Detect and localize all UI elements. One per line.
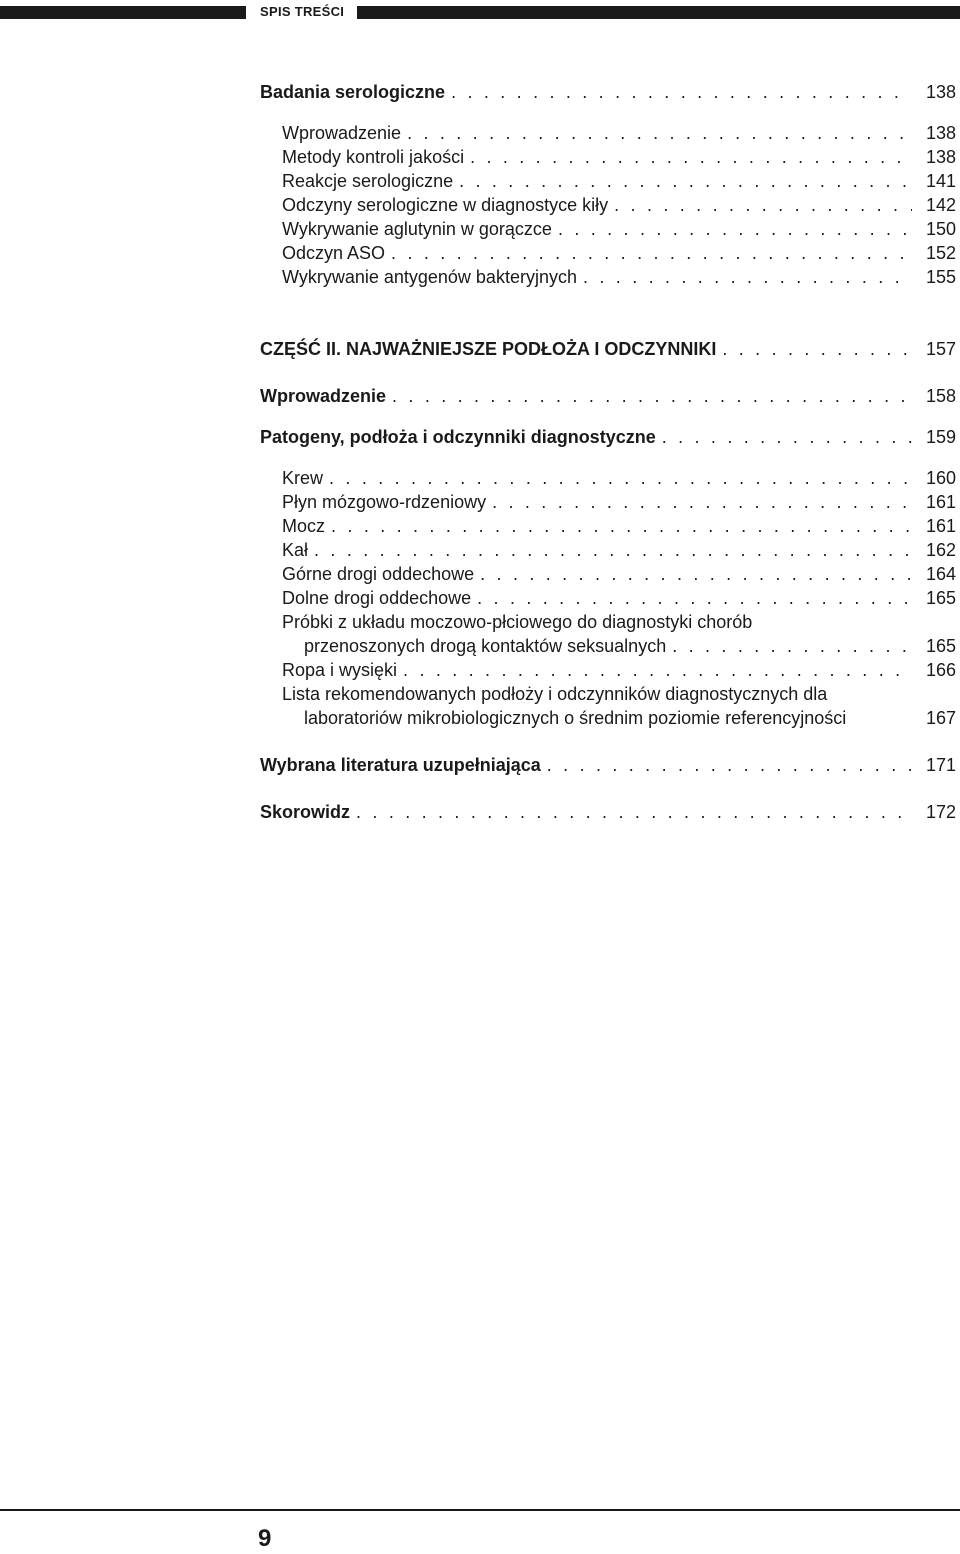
toc-entry-page: 171 bbox=[925, 755, 956, 775]
toc-entry-page: 152 bbox=[925, 243, 956, 263]
toc-entry-title: Wykrywanie aglutynin w gorączce bbox=[282, 219, 552, 239]
toc-entry-title: przenoszonych drogą kontaktów seksualnych bbox=[304, 636, 667, 656]
dot-leader bbox=[356, 800, 912, 824]
dot-leader bbox=[558, 217, 912, 241]
toc-entry-mocz[interactable] bbox=[282, 514, 956, 538]
toc-entry-page: 157 bbox=[925, 339, 956, 359]
dot-leader bbox=[407, 121, 912, 145]
toc-entry-lista-line1[interactable] bbox=[282, 682, 956, 706]
toc-entry-page: 158 bbox=[925, 386, 956, 406]
toc-entry-page: 155 bbox=[925, 267, 956, 287]
dot-leader bbox=[672, 634, 912, 658]
toc-entry-page: 166 bbox=[925, 660, 956, 680]
header-bar-right bbox=[357, 6, 960, 19]
dot-leader bbox=[492, 490, 912, 514]
toc-entry-wprowadzenie-ii[interactable] bbox=[260, 384, 956, 408]
toc-entry-ropa[interactable] bbox=[282, 658, 956, 682]
toc-entry-title: Reakcje serologiczne bbox=[282, 171, 454, 191]
toc-entry-title: Ropa i wysięki bbox=[282, 660, 398, 680]
toc-entry-title: Górne drogi oddechowe bbox=[282, 564, 475, 584]
toc-entry-krew[interactable] bbox=[282, 466, 956, 490]
toc-entry-title: laboratoriów mikrobiologicznych o średnim poziomie referencyjności bbox=[304, 708, 847, 728]
dot-leader bbox=[547, 753, 912, 777]
toc-entry-title: Badania serologiczne bbox=[260, 82, 446, 102]
toc-entry-page: 162 bbox=[925, 540, 956, 560]
toc-entry-skorowidz[interactable] bbox=[260, 800, 956, 824]
toc-entry-page: 138 bbox=[925, 147, 956, 167]
dot-leader bbox=[391, 241, 912, 265]
toc-entry-title: Wykrywanie antygenów bakteryjnych bbox=[282, 267, 577, 287]
toc-entry-czesc-ii[interactable] bbox=[260, 337, 956, 361]
dot-leader bbox=[403, 658, 912, 682]
toc-entry-title: Kał bbox=[282, 540, 309, 560]
toc-entry-page: 164 bbox=[925, 564, 956, 584]
dot-leader bbox=[662, 425, 912, 449]
dot-leader bbox=[392, 384, 912, 408]
toc-entry-patogeny[interactable] bbox=[260, 425, 956, 449]
toc-entry-page: 160 bbox=[925, 468, 956, 488]
dot-leader bbox=[722, 337, 912, 361]
dot-leader bbox=[459, 169, 912, 193]
toc-entry-aglutyniny[interactable] bbox=[282, 217, 956, 241]
toc-entry-page: 138 bbox=[925, 82, 956, 102]
toc-entry-title: Dolne drogi oddechowe bbox=[282, 588, 472, 608]
toc-entry-page: 161 bbox=[925, 516, 956, 536]
toc-entry-kal[interactable] bbox=[282, 538, 956, 562]
toc-entry-plyn-mozgowo-rdzeniowy[interactable] bbox=[282, 490, 956, 514]
toc-entry-antygeny[interactable] bbox=[282, 265, 956, 289]
toc-entry-metody-kontroli[interactable] bbox=[282, 145, 956, 169]
toc-entry-title: Krew bbox=[282, 468, 324, 488]
footer-rule bbox=[0, 1509, 960, 1511]
toc-entry-probki-line1[interactable] bbox=[282, 610, 956, 634]
toc-entry-page: 161 bbox=[925, 492, 956, 512]
toc-entry-title: Metody kontroli jakości bbox=[282, 147, 465, 167]
dot-leader bbox=[314, 538, 912, 562]
toc-entry-gorne-drogi[interactable] bbox=[282, 562, 956, 586]
toc-entry-page: 138 bbox=[925, 123, 956, 143]
toc-entry-title: Wybrana literatura uzupełniająca bbox=[260, 755, 541, 775]
dot-leader bbox=[477, 586, 912, 610]
toc-entry-page: 150 bbox=[925, 219, 956, 239]
toc-entry-reakcje-serologiczne[interactable] bbox=[282, 169, 956, 193]
toc-entry-badania-serologiczne[interactable] bbox=[260, 80, 956, 104]
toc-entry-page: 172 bbox=[925, 802, 956, 822]
toc-entry-wprowadzenie[interactable] bbox=[282, 121, 956, 145]
toc-entry-title: Patogeny, podłoża i odczynniki diagnostyczne bbox=[260, 427, 656, 447]
toc-entry-page: 142 bbox=[925, 195, 956, 215]
toc-entry-odczyny-kily[interactable] bbox=[282, 193, 956, 217]
toc-entry-title: Wprowadzenie bbox=[282, 123, 402, 143]
dot-leader bbox=[614, 193, 912, 217]
toc-entry-page: 167 bbox=[925, 708, 956, 728]
dot-leader bbox=[480, 562, 912, 586]
toc-entry-title: CZĘŚĆ II. NAJWAŻNIEJSZE PODŁOŻA I ODCZYNNIKI bbox=[260, 339, 717, 359]
toc-entry-page: 165 bbox=[925, 636, 956, 656]
toc-entry-title: Lista rekomendowanych podłoży i odczynników diagnostycznych dla bbox=[282, 684, 828, 704]
dot-leader bbox=[451, 80, 912, 104]
toc-entry-title: Mocz bbox=[282, 516, 326, 536]
page-number: 9 bbox=[258, 1525, 272, 1552]
toc-entry-title: Odczyn ASO bbox=[282, 243, 386, 263]
toc-entry-title: Próbki z układu moczowo-płciowego do diagnostyki chorób bbox=[282, 612, 753, 632]
dot-leader bbox=[583, 265, 912, 289]
toc-entry-title: Wprowadzenie bbox=[260, 386, 387, 406]
header-bar-left bbox=[0, 6, 246, 19]
toc-entry-title: Skorowidz bbox=[260, 802, 351, 822]
toc-entry-probki-line2[interactable] bbox=[304, 634, 956, 658]
dot-leader bbox=[331, 514, 912, 538]
toc-entry-page: 159 bbox=[925, 427, 956, 447]
dot-leader bbox=[329, 466, 912, 490]
running-header bbox=[0, 0, 960, 28]
toc-entry-dolne-drogi[interactable] bbox=[282, 586, 956, 610]
toc-entry-odczyn-aso[interactable] bbox=[282, 241, 956, 265]
toc-entry-title: Płyn mózgowo-rdzeniowy bbox=[282, 492, 487, 512]
toc-entry-title: Odczyny serologiczne w diagnostyce kiły bbox=[282, 195, 609, 215]
toc-entry-lista-line2[interactable] bbox=[304, 706, 956, 730]
toc-entry-literatura[interactable] bbox=[260, 753, 956, 777]
toc-entry-page: 165 bbox=[925, 588, 956, 608]
header-label: SPIS TREŚCI bbox=[260, 4, 345, 19]
dot-leader bbox=[470, 145, 912, 169]
toc-entry-page: 141 bbox=[925, 171, 956, 191]
